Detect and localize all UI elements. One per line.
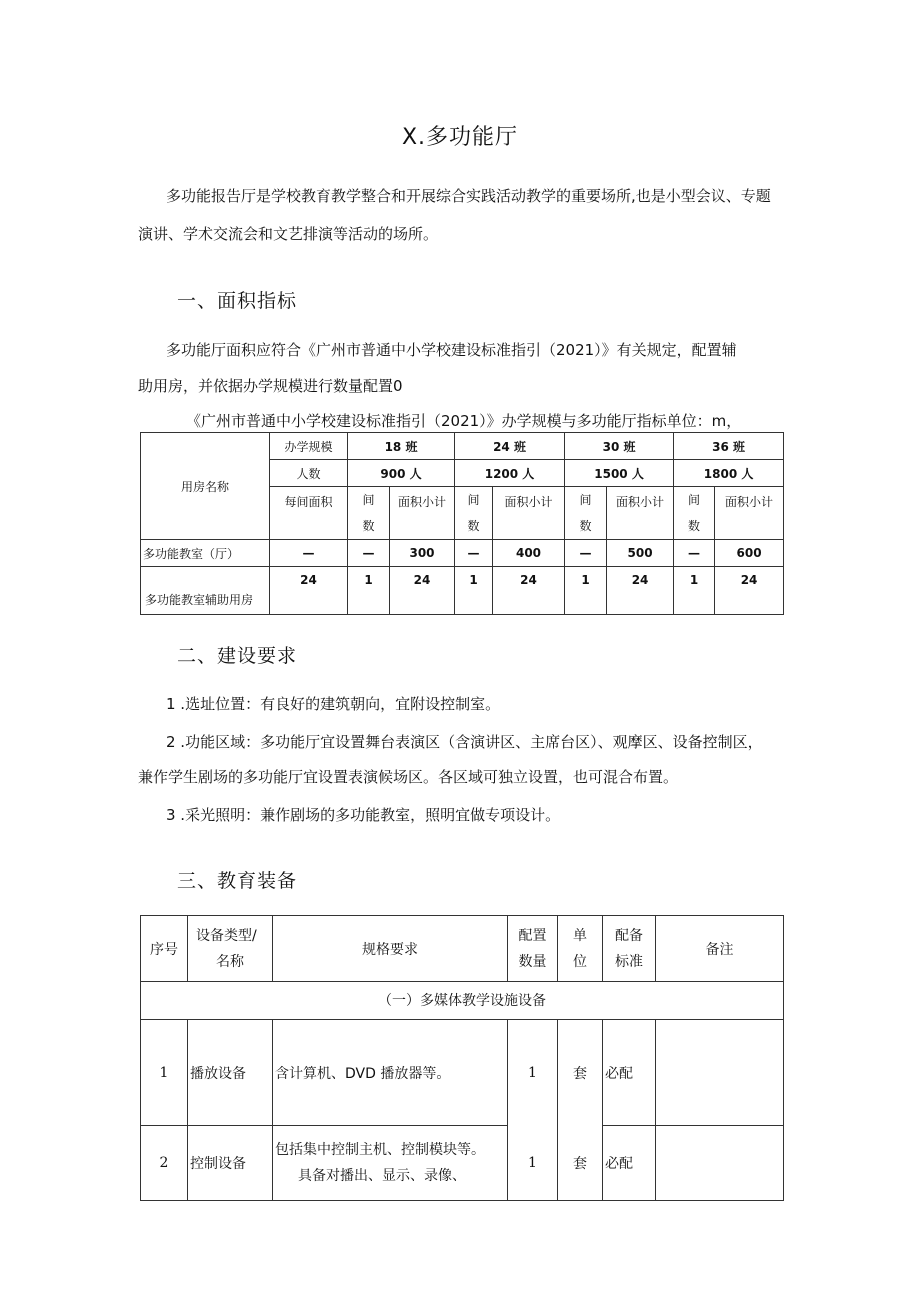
- people-24: 1200 人: [455, 460, 565, 487]
- section-heading-equip: 三、教育装备: [177, 870, 298, 892]
- row-qty: 1: [508, 1126, 558, 1201]
- row-name: 多功能教室辅助用房: [141, 567, 270, 615]
- subtotal-label: 面积小计: [715, 487, 784, 540]
- table-header-row: [141, 916, 784, 982]
- header-std: 配备 标准: [603, 916, 656, 982]
- subtotal-value: 500: [607, 540, 674, 567]
- count-value: 1: [674, 567, 715, 615]
- equipment-table: [140, 915, 784, 1201]
- table-row: [141, 540, 784, 567]
- count-label: 间 数: [348, 487, 390, 540]
- count-value: —: [565, 540, 607, 567]
- area-para-line-2: 助用房，并依据办学规模进行数量配置0: [138, 377, 403, 395]
- table-row: [141, 567, 784, 615]
- subtotal-label: 面积小计: [493, 487, 565, 540]
- people-36: 1800 人: [674, 460, 784, 487]
- row-name: 多功能教室（厅）: [141, 540, 270, 567]
- row-name: 播放设备: [188, 1020, 273, 1126]
- row-note: [656, 1126, 784, 1201]
- row-spec: 包括集中控制主机、控制模块等。 具备对播出、显示、录像、: [273, 1126, 508, 1201]
- row-qty: 1: [508, 1020, 558, 1126]
- count-value: —: [348, 540, 390, 567]
- page-title: X.多功能厅: [401, 125, 519, 150]
- table-group-row: [141, 982, 784, 1020]
- subtotal-label: 面积小计: [390, 487, 455, 540]
- per-area-label: 每间面积: [270, 487, 348, 540]
- scale-24: 24 班: [455, 433, 565, 460]
- row-unit: 套: [558, 1126, 603, 1201]
- subtotal-value: 600: [715, 540, 784, 567]
- count-value: 1: [348, 567, 390, 615]
- table-row: [141, 1020, 784, 1126]
- people-18: 900 人: [348, 460, 455, 487]
- scale-18: 18 班: [348, 433, 455, 460]
- row-spec: 含计算机、DVD 播放器等。: [273, 1020, 508, 1126]
- section-heading-build: 二、建设要求: [177, 645, 298, 667]
- build-item-2-line-1: 2 .功能区域：多功能厅宜设置舞台表演区（含演讲区、主席台区）、观摩区、设备控制区，: [166, 733, 763, 751]
- row-unit: 套: [558, 1020, 603, 1126]
- row-seq: 1: [141, 1020, 188, 1126]
- subtotal-value: 24: [607, 567, 674, 615]
- subtotal-value: 400: [493, 540, 565, 567]
- build-item-3: 3 .采光照明：兼作剧场的多功能教室，照明宜做专项设计。: [166, 806, 561, 824]
- build-item-1: 1 .选址位置：有良好的建筑朝向，宜附设控制室。: [166, 695, 501, 713]
- count-label: 间 数: [674, 487, 715, 540]
- people-30: 1500 人: [565, 460, 674, 487]
- row-seq: 2: [141, 1126, 188, 1201]
- row-std: 必配: [603, 1020, 656, 1126]
- row-std: 必配: [603, 1126, 656, 1201]
- header-seq: 序号: [141, 916, 188, 982]
- header-type: 设备类型/ 名称: [188, 916, 273, 982]
- scale-30: 30 班: [565, 433, 674, 460]
- intro-line-2: 演讲、学术交流会和文艺排演等活动的场所。: [138, 225, 439, 243]
- count-label: 间 数: [565, 487, 607, 540]
- scale-label: 办学规模: [270, 433, 348, 460]
- area-index-table: [140, 432, 784, 615]
- area-table-caption: 《广州市普通中小学校建设标准指引（2021）》办学规模与多功能厅指标单位：m，: [186, 412, 742, 430]
- subtotal-value: 24: [715, 567, 784, 615]
- header-unit: 单 位: [558, 916, 603, 982]
- area-para-line-1: 多功能厅面积应符合《广州市普通中小学校建设标准指引（2021）》有关规定，配置辅: [166, 341, 737, 359]
- table-row: [141, 433, 784, 460]
- per-area-value: 24: [270, 567, 348, 615]
- scale-36: 36 班: [674, 433, 784, 460]
- group-title: （一）多媒体教学设施设备: [141, 982, 784, 1020]
- table-row: [141, 1126, 784, 1201]
- people-label: 人数: [270, 460, 348, 487]
- header-note: 备注: [656, 916, 784, 982]
- subtotal-value: 300: [390, 540, 455, 567]
- row-note: [656, 1020, 784, 1126]
- count-value: 1: [455, 567, 493, 615]
- section-heading-area: 一、面积指标: [177, 290, 298, 312]
- count-value: 1: [565, 567, 607, 615]
- count-value: —: [674, 540, 715, 567]
- header-spec: 规格要求: [273, 916, 508, 982]
- intro-line-1: 多功能报告厅是学校教育教学整合和开展综合实践活动教学的重要场所,也是小型会议、专题: [166, 187, 771, 205]
- subtotal-value: 24: [493, 567, 565, 615]
- subtotal-label: 面积小计: [607, 487, 674, 540]
- count-label: 间 数: [455, 487, 493, 540]
- header-qty: 配置 数量: [508, 916, 558, 982]
- row-name: 控制设备: [188, 1126, 273, 1201]
- room-name-header: 用房名称: [141, 433, 270, 540]
- subtotal-value: 24: [390, 567, 455, 615]
- per-area-value: —: [270, 540, 348, 567]
- build-item-2-line-2: 兼作学生剧场的多功能厅宜设置表演候场区。各区域可独立设置，也可混合布置。: [138, 768, 679, 786]
- count-value: —: [455, 540, 493, 567]
